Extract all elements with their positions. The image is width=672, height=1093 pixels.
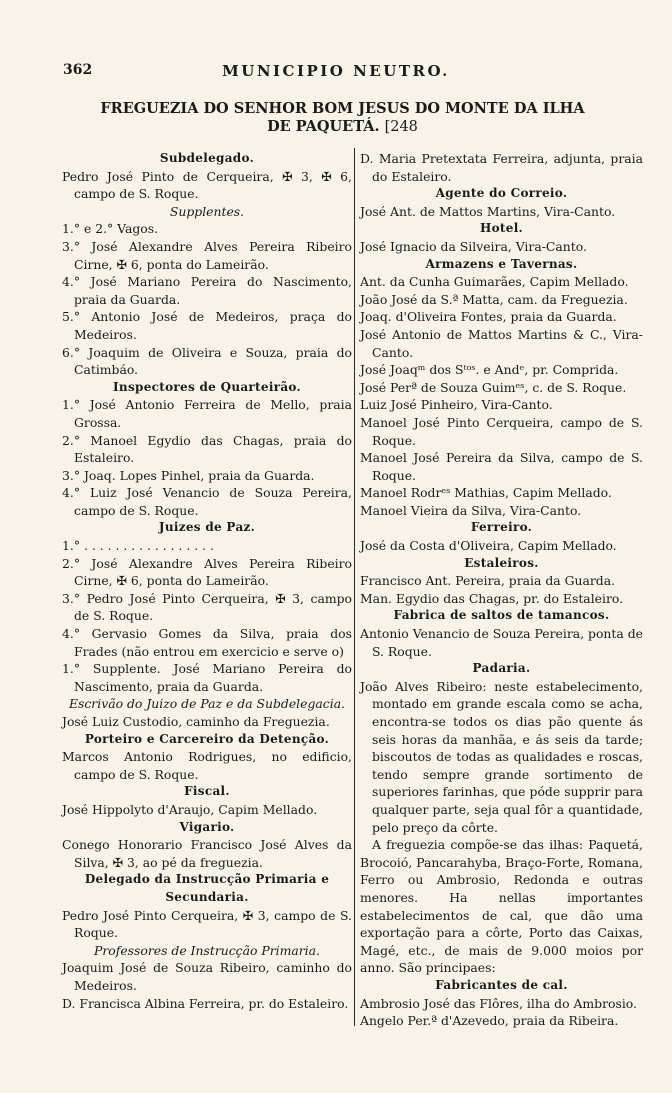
delegado-entry: Pedro José Pinto Cerqueira, ✠ 3, campo de S. Roque. xyxy=(62,907,352,941)
title-line-2-text: DE PAQUETÁ. xyxy=(267,118,380,135)
supplente-entry: 1.° e 2.° Vagos. xyxy=(62,221,159,237)
armazem-entry: Joaq. d'Oliveira Fontes, praia da Guarda. xyxy=(360,309,617,325)
inspector-entry: 2.° Manoel Egydio das Chagas, praia do Estaleiro. xyxy=(62,432,352,466)
juiz-entry: 4.° Gervasio Gomes da Silva, praia dos Frades (não entrou em exercicio e serve o) xyxy=(62,626,352,659)
ferreiro-entry: José da Costa d'Oliveira, Capim Mellado. xyxy=(360,538,617,554)
escrivao-entry: José Luiz Custodio, caminho da Freguezia. xyxy=(62,714,330,729)
juiz-entry: 3.° Pedro José Pinto Cerqueira, ✠ 3, campo de S. Roque. xyxy=(62,590,352,624)
left-column xyxy=(62,150,352,1012)
title-line-2 xyxy=(70,118,615,136)
correio-entry: José Ant. de Mattos Martins, Vira-Canto. xyxy=(360,203,616,219)
page-number: 362 xyxy=(63,62,93,78)
delegado-heading: Delegado da Instrucção Primaria e Secundaria. xyxy=(84,872,330,904)
armazens-heading: Armazens e Tavernas. xyxy=(425,256,578,271)
juiz-entry: 2.° José Alexandre Alves Pereira Ribeiro Cirne, ✠ 6, ponta do Lameirão. xyxy=(62,555,352,589)
right-column xyxy=(360,150,643,1030)
juiz-entry: 1.° Supplente. José Mariano Pereira do Nascimento, praia da Guarda. xyxy=(62,661,352,694)
section-title xyxy=(70,100,615,136)
fabrica-heading: Fabrica de saltos de tamancos. xyxy=(393,608,610,623)
supplente-entry: 4.° José Mariano Pereira do Nascimento, praia da Guarda. xyxy=(62,274,352,307)
estaleiro-entry: Man. Egydio das Chagas, pr. do Estaleiro. xyxy=(360,590,624,606)
armazem-entry: Manoel José Pinto Cerqueira, campo de S. Roque. xyxy=(360,414,643,448)
armazem-entry: José Joaqᵐ dos Sᵗᵒˢ. e Andᵉ, pr. Comprida. xyxy=(360,362,619,378)
column-divider xyxy=(354,148,355,1026)
fabricante-entry: Ambrosio José das Flôres, ilha do Ambrosio. xyxy=(360,995,637,1011)
inspector-entry: 4.° Luiz José Venancio de Souza Pereira, campo de S. Roque. xyxy=(62,485,352,518)
fabrica-entry: Antonio Venancio de Souza Pereira, ponta de S. Roque. xyxy=(360,626,643,659)
fabricante-entry: Angelo Per.ª d'Azevedo, praia da Ribeira. xyxy=(360,1013,619,1029)
porteiro-heading: Porteiro e Carcereiro da Detenção. xyxy=(84,731,330,746)
professor-entry: Joaquim José de Souza Ribeiro, caminho do Medeiros. xyxy=(62,960,352,993)
hotel-entry: José Ignacio da Silveira, Vira-Canto. xyxy=(360,238,587,254)
professores-heading: Professores de Instrucção Primaria. xyxy=(94,942,320,958)
armazem-entry: José Perª de Souza Guimᵉˢ, c. de S. Roque. xyxy=(360,379,627,395)
armazem-entry: Manoel José Pereira da Silva, campo de S. Roque. xyxy=(360,450,643,483)
estaleiros-heading: Estaleiros. xyxy=(464,555,539,570)
professor-entry: D. Francisca Albina Ferreira, pr. do Estaleiro. xyxy=(62,995,349,1011)
supplente-entry: 3.° José Alexandre Alves Pereira Ribeiro Cirne, ✠ 6, ponta do Lameirão. xyxy=(62,238,352,272)
page-header xyxy=(0,62,672,82)
inspector-entry: 1.° José Antonio Ferreira de Mello, praia Grossa. xyxy=(62,397,352,430)
freguezia-paragraph: A freguezia compõe-se das ilhas: Paquetá, Brocoió, Pancarahyba, Braço-Forte, Romana, Ferro ou Ambrosio, Redonda e outras menores. Ha nellas importantes estabelecimentos de cal, que dão uma exportação para a côrte, Porto das Caixas, Magé, etc., de mais de 9.000 moios por anno. São principaes: xyxy=(360,837,643,976)
fiscal-heading: Fiscal. xyxy=(184,784,230,799)
subdelegado-entry: Pedro José Pinto de Cerqueira, ✠ 3, ✠ 6, campo de S. Roque. xyxy=(62,168,352,202)
inspectores-heading: Inspectores de Quarteirão. xyxy=(113,379,301,394)
fabricantes-heading: Fabricantes de cal. xyxy=(435,977,568,992)
correio-heading: Agente do Correio. xyxy=(435,186,568,201)
title-line-1: FREGUEZIA DO SENHOR BOM JESUS DO MONTE DA ILHA xyxy=(100,100,585,117)
supplentes-heading: Supplentes. xyxy=(169,203,245,219)
supplente-entry: 5.° Antonio José de Medeiros, praça do Medeiros. xyxy=(62,309,352,342)
juizes-heading: Juizes de Paz. xyxy=(158,520,256,535)
escrivao-heading: Escrivão do Juizo de Paz e da Subdelegacia. xyxy=(68,696,346,712)
armazem-entry: Manoel Vieira da Silva, Vira-Canto. xyxy=(360,502,582,518)
padaria-entry: João Alves Ribeiro: neste estabelecimento, montado em grande escala como se acha, encontra-se todos os dias pão quente ás seis horas da manhãa, e ás seis da tarde; biscoutos de todas as qualidades e roscas, tendo sempre grande sortimento de superiores farinhas, que póde supprir para qualquer parte, seja qual fôr a quantidade, pelo preço da côrte. xyxy=(360,678,643,835)
fiscal-entry: José Hippolyto d'Araujo, Capim Mellado. xyxy=(62,801,318,817)
porteiro-entry: Marcos Antonio Rodrigues, no edificio, campo de S. Roque. xyxy=(62,749,352,782)
running-head: MUNICIPIO NEUTRO. xyxy=(222,62,450,80)
hotel-heading: Hotel. xyxy=(479,221,524,236)
subdelegado-heading: Subdelegado. xyxy=(159,151,255,165)
inspector-entry: 3.° Joaq. Lopes Pinhel, praia da Guarda. xyxy=(62,467,315,483)
ferreiro-heading: Ferreiro. xyxy=(470,520,533,535)
vigario-heading: Vigario. xyxy=(179,819,235,834)
armazem-entry: Luiz José Pinheiro, Vira-Canto. xyxy=(360,397,553,413)
section-number: [248 xyxy=(384,119,418,135)
supplente-entry: 6.° Joaquim de Oliveira e Souza, praia do Catimbáo. xyxy=(62,344,352,378)
armazem-entry: Ant. da Cunha Guimarães, Capim Mellado. xyxy=(360,274,629,290)
armazem-entry: José Antonio de Mattos Martins & C., Vira-Canto. xyxy=(360,326,643,360)
padaria-heading: Padaria. xyxy=(472,661,531,676)
juiz-entry: 1.° . . . . . . . . . . . . . . . . . xyxy=(62,538,214,554)
continuation-entry: D. Maria Pretextata Ferreira, adjunta, praia do Estaleiro. xyxy=(360,151,643,184)
estaleiro-entry: Francisco Ant. Pereira, praia da Guarda. xyxy=(360,573,616,589)
vigario-entry: Conego Honorario Francisco José Alves da Silva, ✠ 3, ao pé da freguezia. xyxy=(62,837,352,870)
armazem-entry: João José da S.ª Matta, cam. da Freguezia. xyxy=(360,291,628,307)
armazem-entry: Manoel Rodrᵉˢ Mathias, Capim Mellado. xyxy=(360,485,612,501)
